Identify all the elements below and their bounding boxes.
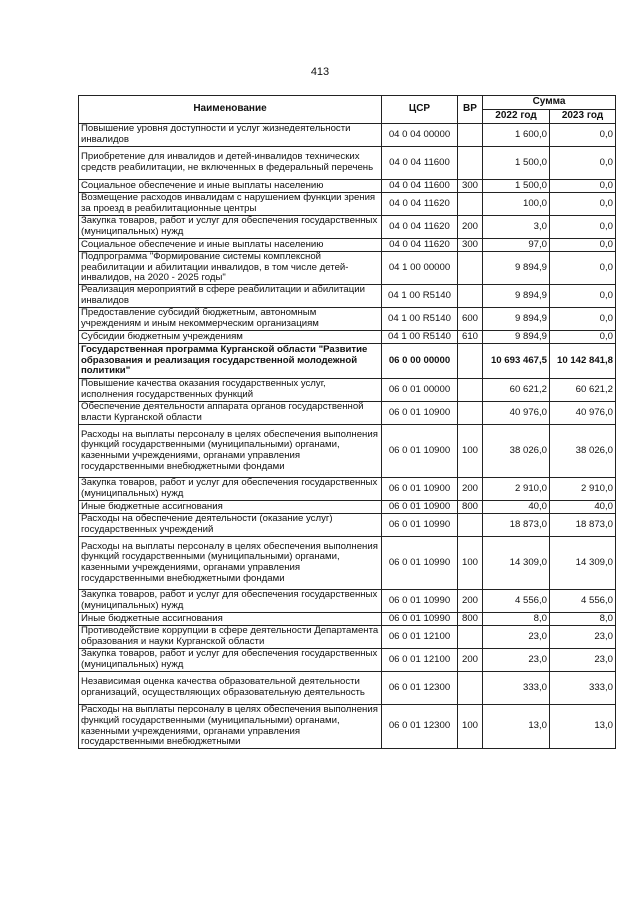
row-sum-2023: 0,0 (550, 331, 616, 344)
row-csr: 04 1 00 R5140 (382, 331, 458, 344)
row-csr: 06 0 01 12100 (382, 626, 458, 649)
row-vr (458, 379, 483, 402)
header-2022: 2022 год (483, 110, 550, 124)
row-name: Предоставление субсидий бюджетным, автономным учреждениям и иным некоммерческим организациям (79, 308, 382, 331)
row-csr: 06 0 01 10900 (382, 425, 458, 478)
row-csr: 06 0 01 10900 (382, 501, 458, 514)
row-vr: 610 (458, 331, 483, 344)
row-name: Социальное обеспечение и иные выплаты населению (79, 180, 382, 193)
row-sum-2023: 23,0 (550, 649, 616, 672)
row-sum-2023: 60 621,2 (550, 379, 616, 402)
row-csr: 06 0 01 10900 (382, 402, 458, 425)
row-sum-2023: 40 976,0 (550, 402, 616, 425)
row-csr: 06 0 01 10900 (382, 478, 458, 501)
row-name: Независимая оценка качества образовательной деятельности организаций, осуществляющих образовательную деятельность (79, 672, 382, 705)
row-vr (458, 124, 483, 147)
row-sum-2023: 0,0 (550, 216, 616, 239)
row-csr: 04 1 00 00000 (382, 252, 458, 285)
table-row (79, 180, 616, 193)
row-csr: 04 0 04 11600 (382, 180, 458, 193)
row-vr: 100 (458, 705, 483, 749)
row-sum-2023: 8,0 (550, 613, 616, 626)
row-name: Закупка товаров, работ и услуг для обеспечения государственных (муниципальных) нужд (79, 216, 382, 239)
table-row (79, 613, 616, 626)
row-vr (458, 285, 483, 308)
header-name: Наименование (79, 96, 382, 124)
row-sum-2022: 13,0 (483, 705, 550, 749)
row-sum-2023: 4 556,0 (550, 590, 616, 613)
table-row (79, 193, 616, 216)
table-row (79, 537, 616, 590)
row-sum-2022: 2 910,0 (483, 478, 550, 501)
row-name: Закупка товаров, работ и услуг для обеспечения государственных (муниципальных) нужд (79, 590, 382, 613)
header-2023: 2023 год (550, 110, 616, 124)
row-sum-2022: 60 621,2 (483, 379, 550, 402)
row-sum-2022: 23,0 (483, 649, 550, 672)
row-name: Расходы на выплаты персоналу в целях обеспечения выполнения функций государственными (муниципальными) органами, казенными учреждениями, органами управления государственными внебюджетными фондами (79, 537, 382, 590)
table-row (79, 514, 616, 537)
row-vr: 300 (458, 180, 483, 193)
row-sum-2022: 1 500,0 (483, 147, 550, 180)
row-name: Иные бюджетные ассигнования (79, 613, 382, 626)
table-row (79, 239, 616, 252)
row-vr: 200 (458, 478, 483, 501)
row-vr: 600 (458, 308, 483, 331)
row-name: Повышение качества оказания государственных услуг, исполнения государственных функций (79, 379, 382, 402)
page-number: 413 (310, 66, 330, 78)
row-csr: 04 0 04 11620 (382, 193, 458, 216)
table-row (79, 147, 616, 180)
row-name: Обеспечение деятельности аппарата органов государственной власти Курганской области (79, 402, 382, 425)
row-name: Возмещение расходов инвалидам с нарушением функции зрения за проезд в реабилитационные центры (79, 193, 382, 216)
row-vr (458, 626, 483, 649)
row-vr (458, 252, 483, 285)
row-name: Субсидии бюджетным учреждениям (79, 331, 382, 344)
header-vr: ВР (458, 96, 483, 124)
row-vr (458, 147, 483, 180)
table-row (79, 649, 616, 672)
row-sum-2022: 9 894,9 (483, 285, 550, 308)
row-sum-2022: 3,0 (483, 216, 550, 239)
row-sum-2023: 10 142 841,8 (550, 344, 616, 379)
row-sum-2023: 333,0 (550, 672, 616, 705)
row-name: Иные бюджетные ассигнования (79, 501, 382, 514)
row-vr (458, 514, 483, 537)
row-sum-2022: 1 600,0 (483, 124, 550, 147)
row-vr: 200 (458, 216, 483, 239)
row-name: Расходы на выплаты персоналу в целях обеспечения выполнения функций государственными (муниципальными) органами, казенными учреждениями, органами управления государственными внебюджетными (79, 705, 382, 749)
row-csr: 06 0 01 10990 (382, 514, 458, 537)
row-sum-2023: 0,0 (550, 252, 616, 285)
row-vr: 300 (458, 239, 483, 252)
table-row (79, 590, 616, 613)
row-csr: 04 0 04 00000 (382, 124, 458, 147)
row-name: Повышение уровня доступности и услуг жизнедеятельности инвалидов (79, 124, 382, 147)
row-sum-2022: 10 693 467,5 (483, 344, 550, 379)
row-vr (458, 344, 483, 379)
row-name: Подпрограмма "Формирование системы комплексной реабилитации и абилитации инвалидов, в том числе детей-инвалидов, на 2020 - 2025 годы" (79, 252, 382, 285)
row-sum-2023: 0,0 (550, 239, 616, 252)
row-sum-2023: 38 026,0 (550, 425, 616, 478)
row-sum-2022: 9 894,9 (483, 308, 550, 331)
row-sum-2022: 97,0 (483, 239, 550, 252)
row-sum-2022: 1 500,0 (483, 180, 550, 193)
row-csr: 04 0 04 11620 (382, 239, 458, 252)
row-sum-2022: 9 894,9 (483, 331, 550, 344)
row-sum-2023: 18 873,0 (550, 514, 616, 537)
row-vr (458, 672, 483, 705)
row-csr: 06 0 01 10990 (382, 590, 458, 613)
row-vr: 100 (458, 537, 483, 590)
row-vr: 100 (458, 425, 483, 478)
row-sum-2023: 13,0 (550, 705, 616, 749)
table-row (79, 478, 616, 501)
row-sum-2022: 4 556,0 (483, 590, 550, 613)
row-vr: 800 (458, 613, 483, 626)
row-sum-2023: 0,0 (550, 147, 616, 180)
table-row (79, 501, 616, 514)
row-sum-2022: 8,0 (483, 613, 550, 626)
row-name: Государственная программа Курганской области "Развитие образования и реализация государственной молодежной политики" (79, 344, 382, 379)
row-sum-2022: 100,0 (483, 193, 550, 216)
row-name: Закупка товаров, работ и услуг для обеспечения государственных (муниципальных) нужд (79, 478, 382, 501)
row-sum-2022: 38 026,0 (483, 425, 550, 478)
row-sum-2022: 40,0 (483, 501, 550, 514)
row-csr: 04 0 04 11600 (382, 147, 458, 180)
table-row (79, 344, 616, 379)
table-row (79, 124, 616, 147)
row-sum-2023: 0,0 (550, 193, 616, 216)
table-row (79, 252, 616, 285)
budget-table (78, 95, 616, 749)
row-name: Расходы на обеспечение деятельности (оказание услуг) государственных учреждений (79, 514, 382, 537)
row-sum-2023: 0,0 (550, 308, 616, 331)
row-name: Приобретение для инвалидов и детей-инвалидов технических средств реабилитации, не включенных в федеральный перечень (79, 147, 382, 180)
row-csr: 06 0 00 00000 (382, 344, 458, 379)
table-row (79, 308, 616, 331)
row-csr: 06 0 01 12100 (382, 649, 458, 672)
row-csr: 04 1 00 R5140 (382, 285, 458, 308)
header-sum: Сумма (483, 96, 616, 110)
row-csr: 06 0 01 12300 (382, 672, 458, 705)
table-row (79, 425, 616, 478)
row-csr: 06 0 01 12300 (382, 705, 458, 749)
row-name: Расходы на выплаты персоналу в целях обеспечения выполнения функций государственными (муниципальными) органами, казенными учреждениями, органами управления государственными внебюджетными фондами (79, 425, 382, 478)
row-csr: 04 0 04 11620 (382, 216, 458, 239)
row-sum-2023: 2 910,0 (550, 478, 616, 501)
row-sum-2022: 14 309,0 (483, 537, 550, 590)
row-name: Противодействие коррупции в сфере деятельности Департамента образования и науки Курганской области (79, 626, 382, 649)
row-vr (458, 193, 483, 216)
table-row (79, 216, 616, 239)
row-name: Реализация мероприятий в сфере реабилитации и абилитации инвалидов (79, 285, 382, 308)
row-sum-2023: 23,0 (550, 626, 616, 649)
row-csr: 06 0 01 10990 (382, 537, 458, 590)
table-row (79, 331, 616, 344)
table-row (79, 379, 616, 402)
table-row (79, 626, 616, 649)
row-sum-2023: 0,0 (550, 124, 616, 147)
row-sum-2022: 40 976,0 (483, 402, 550, 425)
row-sum-2023: 0,0 (550, 180, 616, 193)
row-csr: 06 0 01 10990 (382, 613, 458, 626)
table-row (79, 402, 616, 425)
row-csr: 06 0 01 00000 (382, 379, 458, 402)
table-body (79, 124, 616, 749)
row-sum-2022: 333,0 (483, 672, 550, 705)
row-name: Закупка товаров, работ и услуг для обеспечения государственных (муниципальных) нужд (79, 649, 382, 672)
table-row (79, 672, 616, 705)
row-sum-2022: 9 894,9 (483, 252, 550, 285)
row-vr: 200 (458, 649, 483, 672)
row-sum-2022: 23,0 (483, 626, 550, 649)
row-vr (458, 402, 483, 425)
row-name: Социальное обеспечение и иные выплаты населению (79, 239, 382, 252)
row-sum-2023: 40,0 (550, 501, 616, 514)
header-csr: ЦСР (382, 96, 458, 124)
row-sum-2022: 18 873,0 (483, 514, 550, 537)
row-csr: 04 1 00 R5140 (382, 308, 458, 331)
row-vr: 800 (458, 501, 483, 514)
table-row (79, 285, 616, 308)
row-sum-2023: 14 309,0 (550, 537, 616, 590)
table-row (79, 705, 616, 749)
row-sum-2023: 0,0 (550, 285, 616, 308)
row-vr: 200 (458, 590, 483, 613)
